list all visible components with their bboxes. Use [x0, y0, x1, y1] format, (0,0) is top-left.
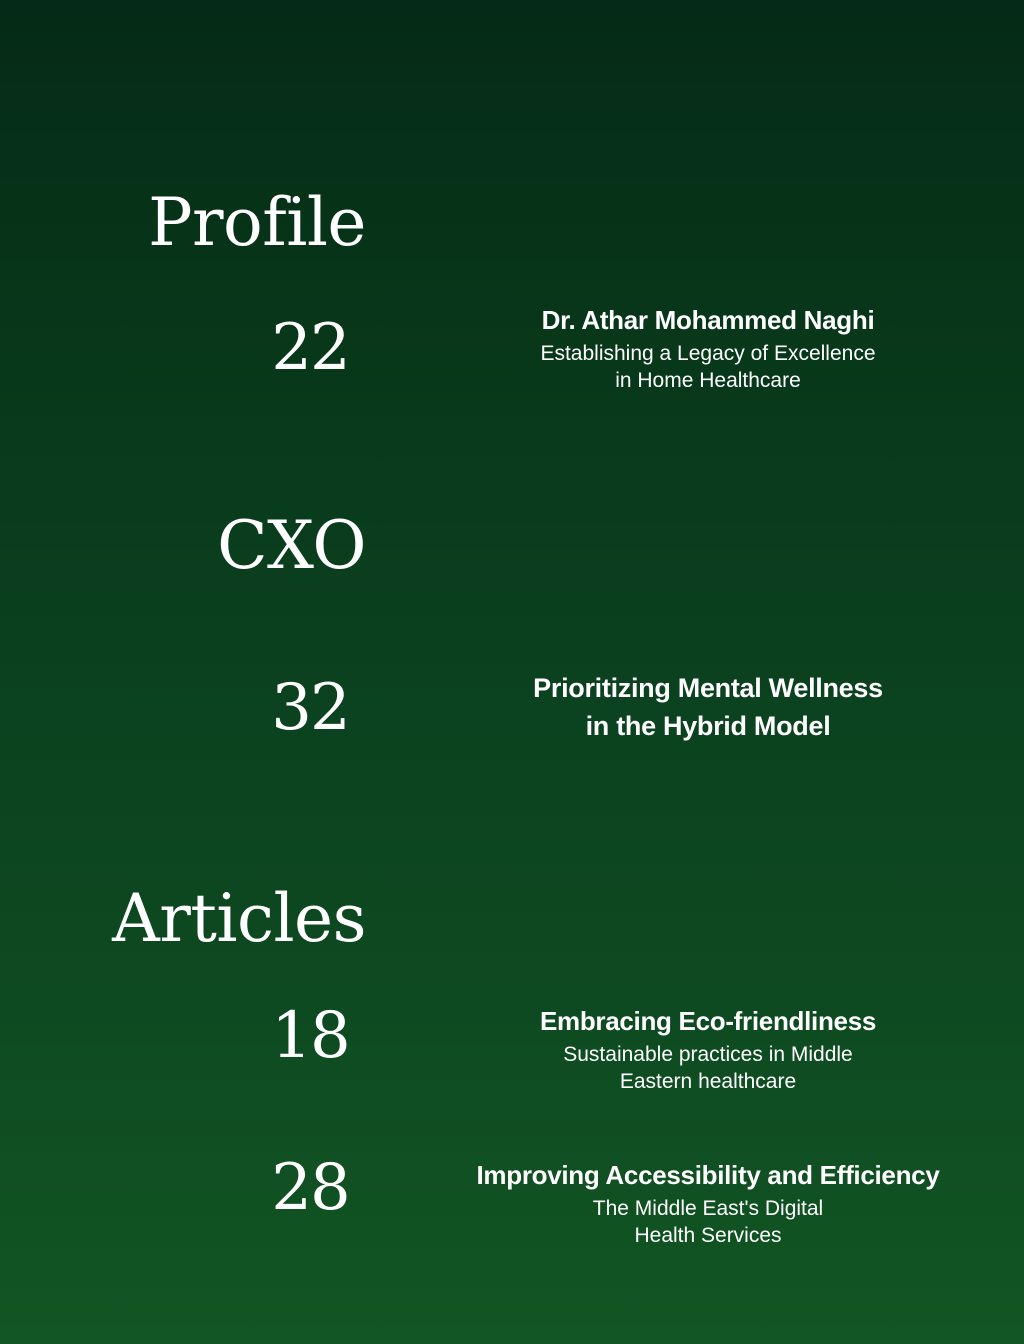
section-heading-articles: Articles: [112, 880, 366, 957]
toc-entry-article[interactable]: [440, 1159, 976, 1249]
entry-title-line: in the Hybrid Model: [585, 711, 831, 741]
entry-title: Embracing Eco-friendliness: [539, 1006, 877, 1036]
entry-subtitle-line: The Middle East's Digital: [592, 1196, 824, 1220]
toc-entry-profile[interactable]: [440, 304, 976, 394]
entry-subtitle-line: Eastern healthcare: [619, 1069, 797, 1093]
entry-title: Improving Accessibility and Efficiency: [476, 1160, 940, 1190]
section-heading-cxo: CXO: [217, 507, 366, 584]
entry-title: Dr. Athar Mohammed Naghi: [541, 305, 875, 335]
toc-entry-cxo[interactable]: [440, 669, 976, 745]
page-number[interactable]: 18: [271, 999, 349, 1073]
entry-title-line: Prioritizing Mental Wellness: [533, 673, 883, 703]
entry-subtitle-line: Establishing a Legacy of Excellence: [540, 341, 876, 365]
section-heading-profile: Profile: [148, 184, 366, 261]
entry-subtitle-line: Health Services: [634, 1223, 782, 1247]
page-number[interactable]: 22: [271, 311, 349, 385]
toc-entry-article[interactable]: [440, 1005, 976, 1095]
page-number[interactable]: 28: [271, 1151, 349, 1225]
entry-subtitle-line: in Home Healthcare: [615, 368, 801, 392]
entry-subtitle-line: Sustainable practices in Middle: [563, 1042, 853, 1066]
page-number[interactable]: 32: [271, 671, 349, 745]
